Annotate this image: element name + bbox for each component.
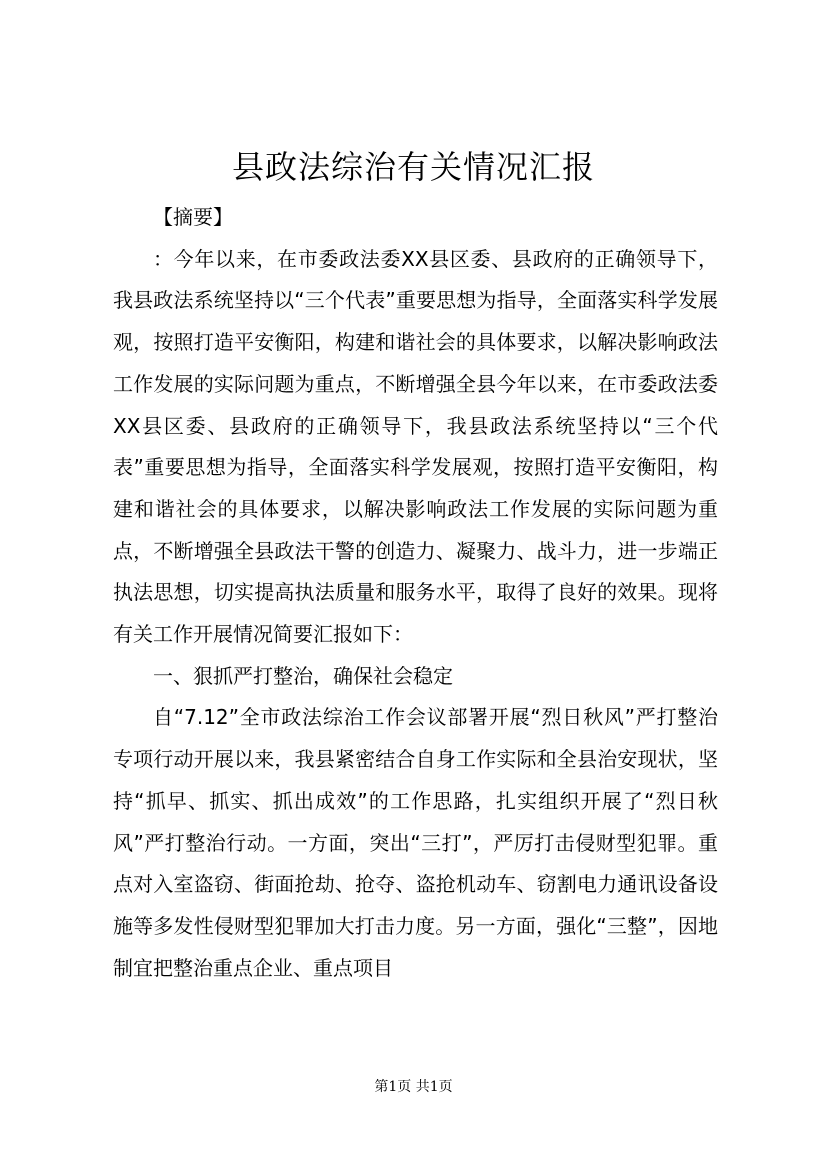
abstract-label: 【摘要】 [153, 205, 233, 229]
paragraph-section-1: 自“7.12”全市政法综治工作会议部署开展“烈日秋风”严打整治专项行动开展以来，我县紧密结合自身工作实际和全县治安现状，坚持“抓早、抓实、抓出成效”的工作思路，扎实组织开展了“烈日秋风”严打整治行动。一方面，突出“三打”，严厉打击侵财型犯罪。重点对入室盗窃、街面抢劫、抢夺、盗抢机动车、窃割电力通讯设备设施等多发性侵财型犯罪加大打击力度。另一方面，强化“三整”，因地制宜把整治重点企业、重点项目 [113, 705, 718, 980]
paragraph-abstract-content: ：今年以来，在市委政法委XX县区委、县政府的正确领导下，我县政法系统坚持以“三个代表”重要思想为指导，全面落实科学发展观，按照打造平安衡阳，构建和谐社会的具体要求，以解决影响政法工作发展的实际问题为重点，不断增强全县今年以来，在市委政法委XX县区委、县政府的正确领导下，我县政法系统坚持以“三个代表”重要思想为指导，全面落实科学发展观，按照打造平安衡阳，构建和谐社会的具体要求，以解决影响政法工作发展的实际问题为重点，不断增强全县政法干警的创造力、凝聚力、战斗力，进一步端正执法思想，切实提高执法质量和服务水平，取得了良好的效果。现将有关工作开展情况简要汇报如下： [113, 246, 718, 647]
page-footer: 第1页 共1页 [374, 1079, 453, 1095]
section-heading-1: 一、狠抓严打整治，确保社会稳定 [153, 663, 453, 688]
document-body [113, 197, 718, 989]
document-title: 县政法综治有关情况汇报 [231, 148, 595, 186]
